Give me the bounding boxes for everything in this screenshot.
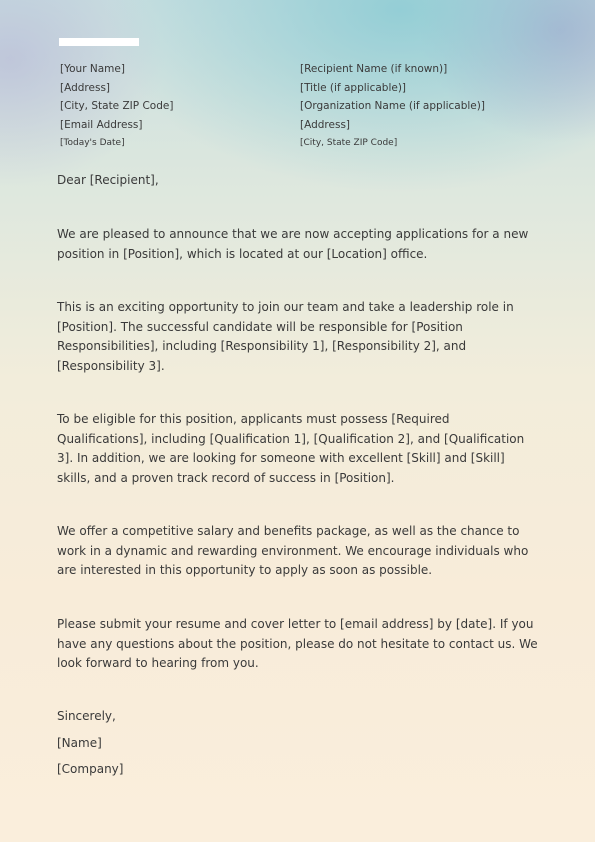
letter-date: [Today's Date] — [60, 138, 125, 148]
paragraph-text: Please submit your resume and cover letter to [email address] by [date]. If you have any questions about the position, please do not hesitate to contact us. We look forward to hearing from you. — [57, 617, 538, 671]
paragraph-text: We offer a competitive salary and benefits package, as well as the chance to work in a dynamic and rewarding environment. We encourage individuals who are interested in this opportunity to apply as soon as possible. — [57, 524, 529, 578]
paragraph-text: We are pleased to announce that we are now accepting applications for a new position in [Position], which is located at our [Location] office. — [57, 227, 529, 261]
paragraph-1 — [57, 225, 539, 264]
signature-company-text: [Company] — [57, 762, 124, 776]
recipient-title: [Title (if applicable)] — [300, 81, 407, 94]
salutation — [57, 171, 539, 191]
recipient-city: [City, State ZIP Code] — [300, 138, 398, 148]
sender-city: [City, State ZIP Code] — [60, 100, 174, 112]
signature-name — [57, 734, 539, 754]
logo-placeholder-bar — [59, 38, 139, 46]
recipient-name: [Recipient Name (if known)] — [300, 63, 448, 75]
paragraph-2 — [57, 298, 539, 377]
paragraph-text: This is an exciting opportunity to join our team and take a leadership role in [Position]. The successful candidate will be responsible for [Position Responsibilities], including [Responsibility 1], [Responsibility 2], and [Responsibility 3]. — [57, 300, 514, 374]
sender-name: [Your Name] — [60, 63, 125, 75]
paragraph-text: To be eligible for this position, applicants must possess [Required Qualifications], including [Qualification 1], [Qualification 2], and [Qualification 3]. In addition, we are looking for someone with excellent [Skill] and [Skill] skills, and a proven track record of success in [Position]. — [57, 412, 525, 486]
recipient-address: [Address] — [300, 118, 351, 131]
closing-text: Sincerely, — [57, 709, 116, 723]
recipient-block — [300, 60, 485, 153]
paragraph-5 — [57, 615, 539, 674]
paragraph-3 — [57, 410, 539, 489]
signature-company — [57, 760, 539, 780]
sender-block — [60, 60, 173, 153]
salutation-text: Dear [Recipient], — [57, 173, 159, 187]
paragraph-4 — [57, 522, 539, 581]
sender-email: [Email Address] — [60, 118, 143, 131]
sender-address: [Address] — [60, 81, 111, 94]
signature-name-text: [Name] — [57, 736, 102, 750]
closing — [57, 707, 539, 727]
recipient-organization: [Organization Name (if applicable)] — [300, 100, 485, 112]
